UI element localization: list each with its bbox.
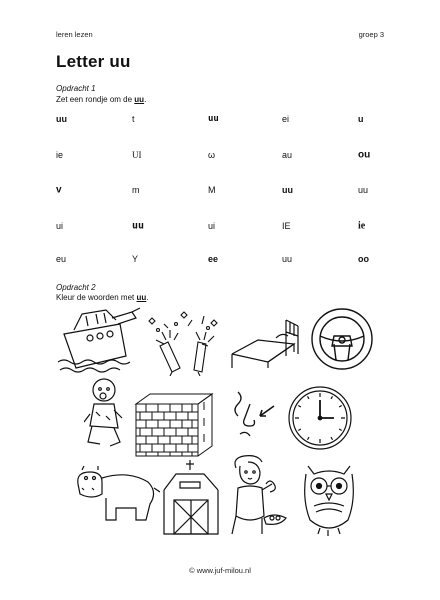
opdracht-2-emph: uu — [136, 293, 147, 302]
steering-wheel-icon — [308, 306, 376, 372]
letter-cell: t — [132, 114, 135, 124]
letter-cell: ee — [208, 254, 219, 264]
letter-cell: uu — [282, 254, 293, 264]
boat-icon — [56, 304, 144, 374]
letter-cell: u — [358, 114, 364, 124]
letter-cell: ω — [208, 150, 216, 160]
wall-icon — [134, 392, 214, 458]
letter-cell: uu — [132, 220, 145, 232]
letter-cell: ie — [56, 150, 64, 160]
owl-icon — [300, 460, 358, 536]
letter-cell: IE — [282, 221, 291, 231]
opdracht-1-label: Opdracht 1 — [56, 84, 96, 93]
page-title: Letter uu — [56, 52, 131, 71]
header-right: groep 3 — [358, 30, 384, 39]
letter-cell: ou — [358, 149, 371, 161]
letter-cell: uu — [208, 114, 219, 124]
nose-icon — [230, 388, 276, 452]
hippo-icon — [72, 464, 160, 528]
letter-cell: ie — [358, 220, 366, 232]
letter-cell: ei — [282, 114, 290, 124]
letter-cell: uu — [56, 114, 67, 124]
header-left: leren lezen — [56, 30, 93, 39]
letter-cell: UI — [132, 150, 142, 160]
bed-icon — [228, 312, 302, 370]
letter-cell: eu — [56, 254, 67, 264]
baby-icon — [84, 376, 130, 452]
footer-credit: © www.juf-milou.nl — [189, 566, 251, 575]
letter-cell: Y — [132, 254, 139, 264]
letter-cell: ui — [208, 221, 216, 231]
letter-cell: M — [208, 185, 216, 195]
fireworks-icon — [146, 306, 224, 376]
letter-grid — [56, 114, 386, 264]
letter-cell: uu — [358, 185, 369, 195]
letter-cell: au — [282, 150, 293, 160]
letter-cell: v — [56, 184, 62, 196]
clock-icon — [286, 384, 354, 452]
letter-cell: oo — [358, 254, 369, 264]
farmer-woman-icon — [228, 454, 292, 536]
barn-icon — [160, 458, 222, 538]
opdracht-2-instruction: Kleur de woorden met uu. — [56, 293, 149, 302]
opdracht-2-label: Opdracht 2 — [56, 283, 96, 292]
letter-cell: m — [132, 185, 140, 195]
letter-cell: ui — [56, 221, 64, 231]
opdracht-1-emph: uu — [134, 95, 145, 104]
letter-cell: uu — [282, 185, 293, 195]
opdracht-1-instruction: Zet een rondje om de uu. — [56, 95, 147, 104]
